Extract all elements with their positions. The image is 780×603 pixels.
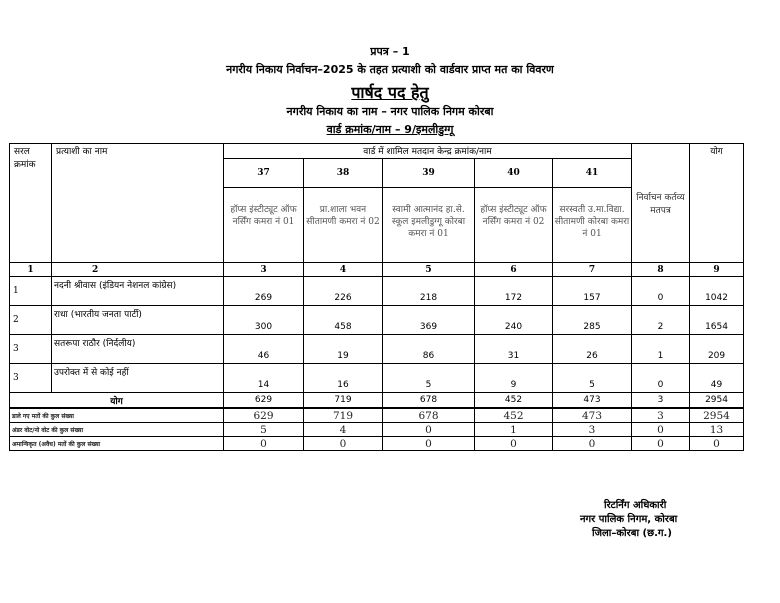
summary-cell: 0 xyxy=(304,437,383,451)
signatory-office: नगर पालिक निगम, कोरबा xyxy=(580,514,678,525)
document-title: नगरीय निकाय निर्वाचन–2025 के तहत प्रत्याशी को वार्डवार प्राप्त मत का विवरण xyxy=(226,63,554,76)
polling-station-name: स्वामी आत्मानंद हा.से. स्कूल इमलीडुग्गू कोरबा कमरा नं 01 xyxy=(383,188,475,263)
summary-cell: 0 xyxy=(553,437,632,451)
vote-cell: 369 xyxy=(383,306,475,335)
polling-station-name: सरस्वती उ.मा.विद्या. सीतामणी कोरबा कमरा नं 01 xyxy=(553,188,632,263)
summary-cell: 719 xyxy=(304,409,383,423)
summary-cell: 0 xyxy=(690,437,744,451)
vote-cell: 458 xyxy=(304,306,383,335)
candidate-name: नदनी श्रीवास (इंडियन नेशनल कांग्रेस) xyxy=(52,277,224,306)
total-label: योग xyxy=(10,393,224,408)
polling-station-name: हॉप्स इंस्टीट्यूट ऑफ नर्सिंग कमरा नं 02 xyxy=(475,188,553,263)
total-vote-cell: 719 xyxy=(304,393,383,408)
vote-cell: 16 xyxy=(304,364,383,393)
summary-cell: 473 xyxy=(553,409,632,423)
column-number: 5 xyxy=(383,263,475,277)
column-number: 9 xyxy=(690,263,744,277)
form-number: प्रपत्र – 1 xyxy=(370,45,410,58)
total-cell: 1654 xyxy=(690,306,744,335)
col-header-official: निर्वाचन कर्तव्य मतपत्र xyxy=(632,144,690,263)
vote-cell: 157 xyxy=(553,277,632,306)
col-header-centers: वार्ड में शामिल मतदान केन्द्र क्रमांक/नाम xyxy=(224,144,632,159)
total-vote-cell: 473 xyxy=(553,393,632,408)
table-row xyxy=(10,277,744,306)
summary-cell: 5 xyxy=(224,423,304,437)
summary-cell: 452 xyxy=(475,409,553,423)
total-official-cell: 3 xyxy=(632,393,690,408)
summary-row xyxy=(10,423,744,437)
summary-cell: 0 xyxy=(632,437,690,451)
table-row xyxy=(10,306,744,335)
summary-cell: 0 xyxy=(632,423,690,437)
serial-number: 2 xyxy=(10,306,52,335)
vote-cell: 9 xyxy=(475,364,553,393)
column-number-row xyxy=(10,263,744,277)
total-row xyxy=(10,393,744,408)
vote-cell: 240 xyxy=(475,306,553,335)
total-vote-cell: 452 xyxy=(475,393,553,408)
total-cell: 1042 xyxy=(690,277,744,306)
vote-cell: 31 xyxy=(475,335,553,364)
vote-cell: 5 xyxy=(553,364,632,393)
total-vote-cell: 629 xyxy=(224,393,304,408)
vote-cell: 300 xyxy=(224,306,304,335)
summary-cell: 678 xyxy=(383,409,475,423)
grand-total-cell: 2954 xyxy=(690,393,744,408)
total-cell: 49 xyxy=(690,364,744,393)
serial-number: 1 xyxy=(10,277,52,306)
summary-cell: 0 xyxy=(383,437,475,451)
total-vote-cell: 678 xyxy=(383,393,475,408)
summary-table xyxy=(9,408,744,451)
summary-cell: 3 xyxy=(553,423,632,437)
vote-cell: 226 xyxy=(304,277,383,306)
summary-cell: 0 xyxy=(475,437,553,451)
official-vote-cell: 0 xyxy=(632,364,690,393)
candidate-name: उपरोक्त में से कोई नहीं xyxy=(52,364,224,393)
vote-cell: 269 xyxy=(224,277,304,306)
vote-cell: 86 xyxy=(383,335,475,364)
candidate-name: राधा (भारतीय जनता पार्टी) xyxy=(52,306,224,335)
summary-cell: 0 xyxy=(383,423,475,437)
serial-number: 3 xyxy=(10,364,52,393)
summary-cell: 13 xyxy=(690,423,744,437)
serial-number: 3 xyxy=(10,335,52,364)
column-number: 3 xyxy=(224,263,304,277)
polling-station-number: 39 xyxy=(383,159,475,188)
vote-cell: 285 xyxy=(553,306,632,335)
ward-name: वार्ड क्रमांक/नाम – 9/इमलीडुग्गू xyxy=(326,123,454,136)
polling-station-number: 38 xyxy=(304,159,383,188)
summary-label: डाले गए मतों की कुल संख्या xyxy=(10,409,224,423)
table-row xyxy=(10,364,744,393)
column-number: 1 xyxy=(10,263,52,277)
column-number: 8 xyxy=(632,263,690,277)
candidate-name: सतरूपा राठौर (निर्दलीय) xyxy=(52,335,224,364)
vote-cell: 5 xyxy=(383,364,475,393)
official-vote-cell: 2 xyxy=(632,306,690,335)
summary-row xyxy=(10,409,744,423)
summary-cell: 629 xyxy=(224,409,304,423)
polling-station-number: 37 xyxy=(224,159,304,188)
table-row xyxy=(10,335,744,364)
polling-station-number: 41 xyxy=(553,159,632,188)
summary-label: अंडर वोट/नो वोट की कुल संख्या xyxy=(10,423,224,437)
vote-cell: 218 xyxy=(383,277,475,306)
column-number: 4 xyxy=(304,263,383,277)
column-number: 2 xyxy=(52,263,224,277)
column-number: 6 xyxy=(475,263,553,277)
summary-cell: 0 xyxy=(224,437,304,451)
official-vote-cell: 0 xyxy=(632,277,690,306)
col-header-total: योग xyxy=(690,144,744,263)
polling-station-name: प्रा.शाला भवन सीतामणी कमरा नं 02 xyxy=(304,188,383,263)
vote-cell: 19 xyxy=(304,335,383,364)
vote-cell: 26 xyxy=(553,335,632,364)
summary-label: अमान्यिकृत (अवैध) मतों की कुल संख्या xyxy=(10,437,224,451)
polling-station-number: 40 xyxy=(475,159,553,188)
signatory-district: जिला–कोरबा (छ.ग.) xyxy=(592,528,672,539)
post-title: पार्षद पद हेतु xyxy=(351,83,429,102)
polling-station-name: हॉप्स इंस्टीट्यूट ऑफ नर्सिंग कमरा नं 01 xyxy=(224,188,304,263)
vote-cell: 172 xyxy=(475,277,553,306)
col-header-candidate: प्रत्याशी का नाम xyxy=(52,144,224,263)
summary-cell: 3 xyxy=(632,409,690,423)
summary-row xyxy=(10,437,744,451)
official-vote-cell: 1 xyxy=(632,335,690,364)
vote-cell: 14 xyxy=(224,364,304,393)
column-number: 7 xyxy=(553,263,632,277)
summary-cell: 2954 xyxy=(690,409,744,423)
total-cell: 209 xyxy=(690,335,744,364)
results-table xyxy=(9,143,744,408)
signatory-title: रिटर्निंग अधिकारी xyxy=(604,500,667,511)
vote-cell: 46 xyxy=(224,335,304,364)
summary-cell: 4 xyxy=(304,423,383,437)
col-header-sno: सरल क्रमांक xyxy=(10,144,52,263)
summary-cell: 1 xyxy=(475,423,553,437)
local-body-name: नगरीय निकाय का नाम – नगर पालिक निगम कोरबा xyxy=(286,105,494,118)
